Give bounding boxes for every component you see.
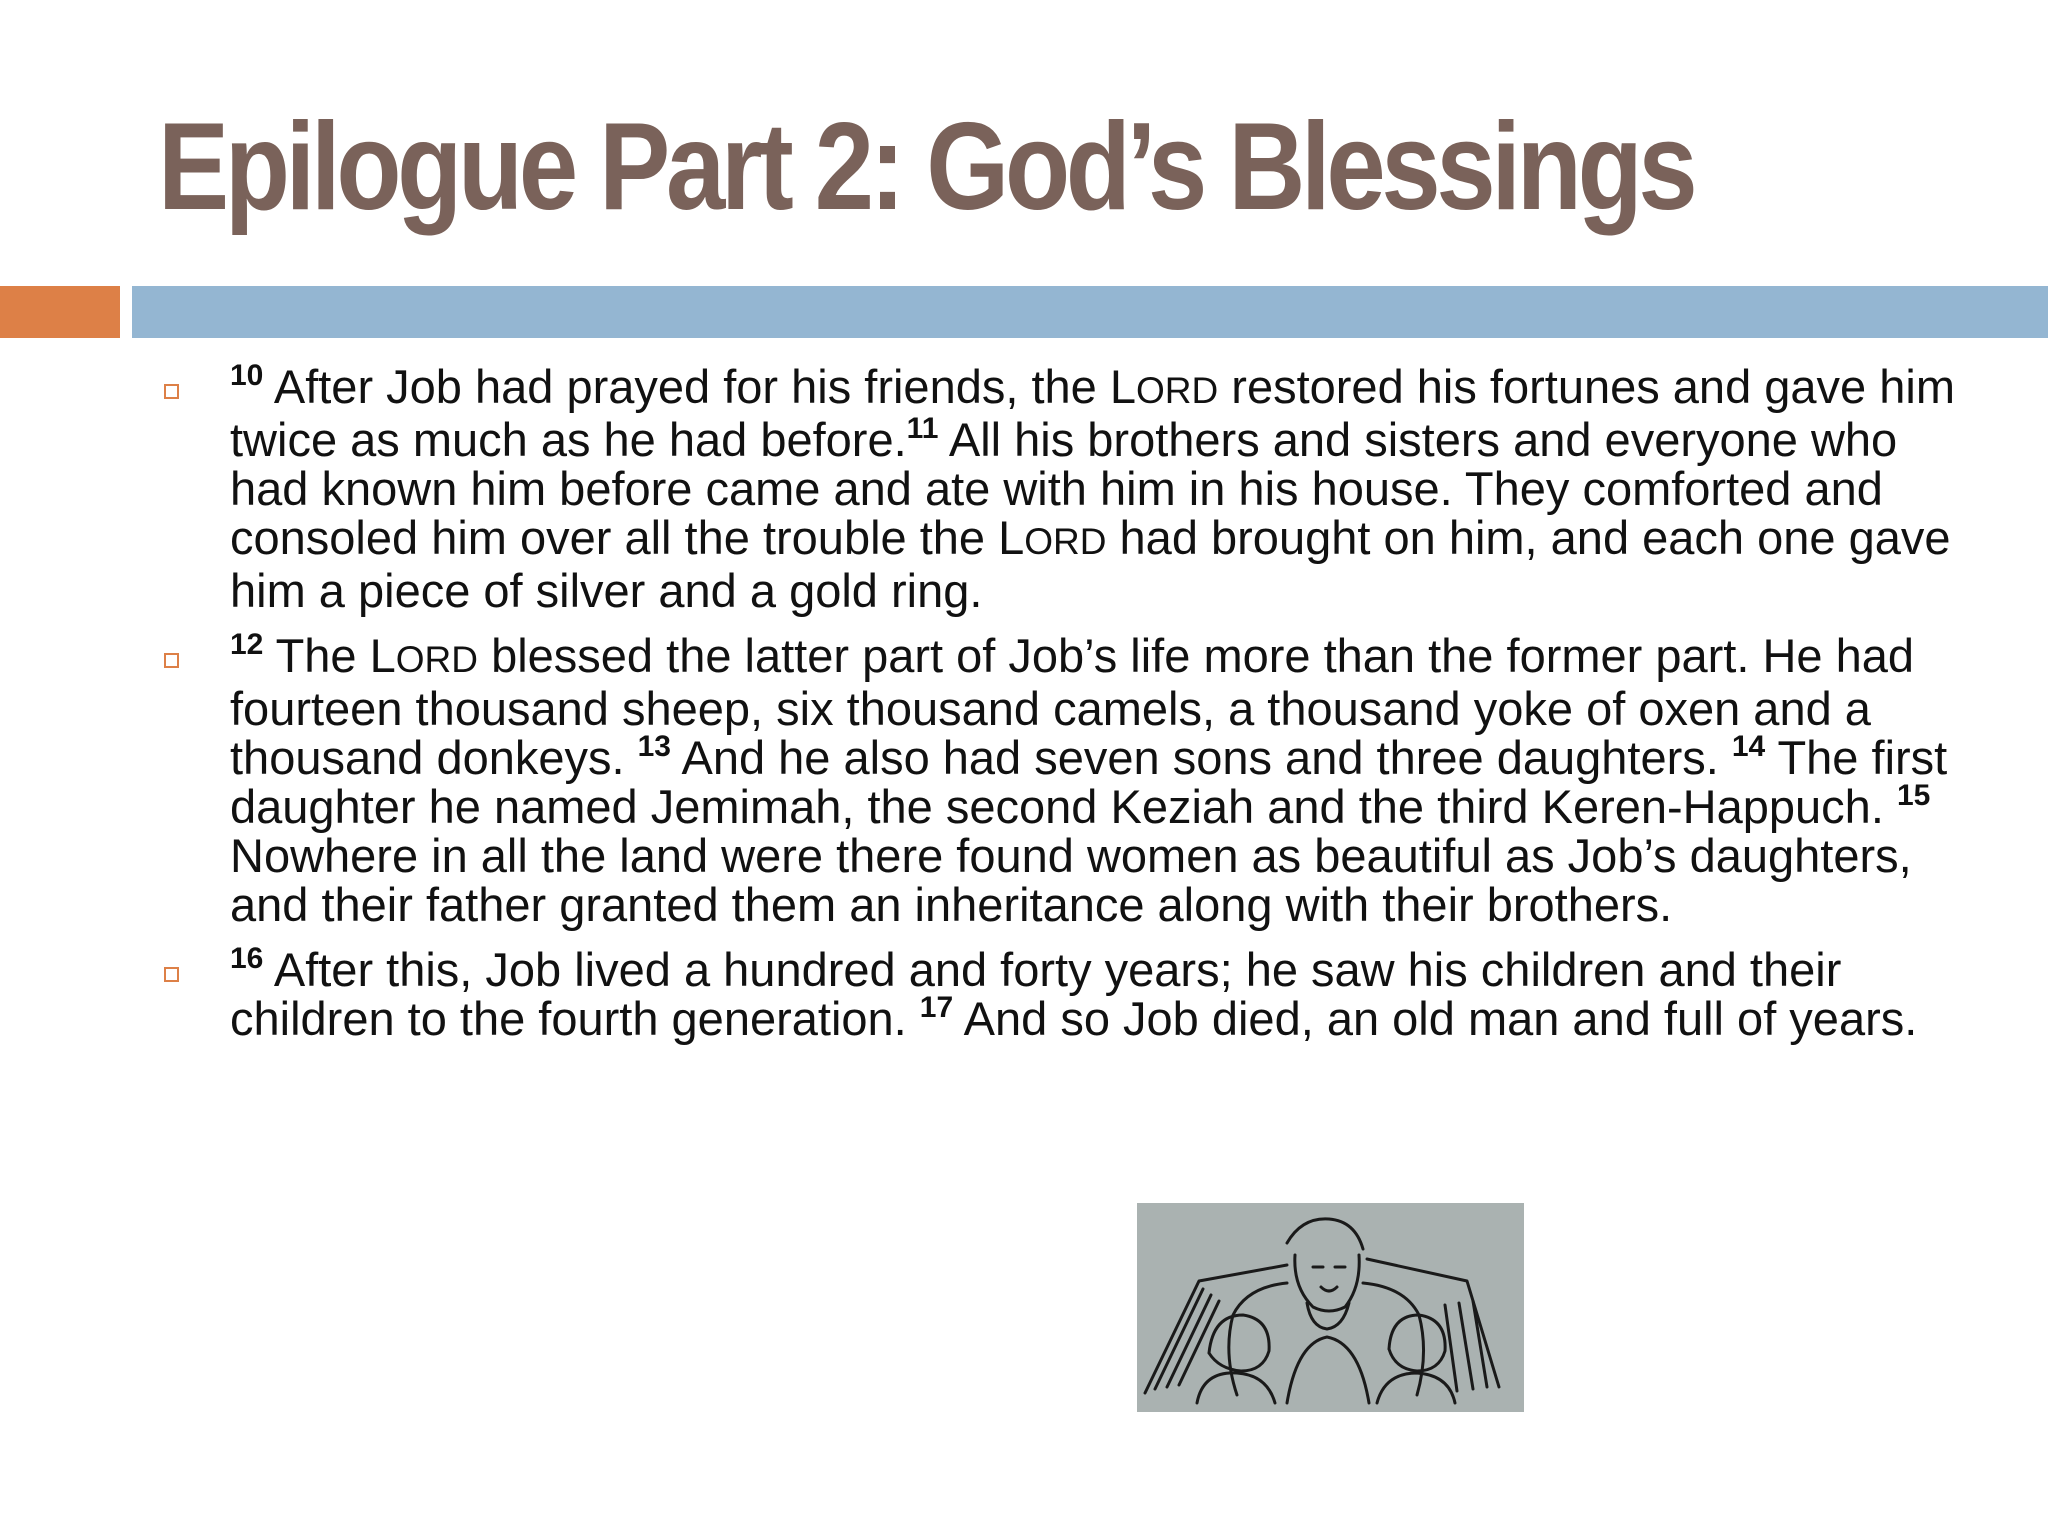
- verse-text: restored his fortunes and gave him twice as much as he had before.: [230, 360, 1955, 466]
- verse-text: And so Job died, an old man and full of years.: [953, 992, 1918, 1045]
- verse-number: 13: [637, 730, 671, 763]
- bullet-text: [230, 629, 1947, 931]
- verse-text: After this, Job lived a hundred and forty years; he saw his children and their children to the fourth generation.: [230, 943, 1842, 1045]
- verse-text: The L: [263, 629, 396, 682]
- verse-text: blessed the latter part of Job’s life more than the former part. He had fourteen thousand sheep, six thousand camels, a thousand yoke of oxen and a thousand donkeys.: [230, 629, 1915, 784]
- verse-text: All his brothers and sisters and everyone who had known him before came and ate with him in his house. They comforted and consoled him over all the trouble the L: [230, 413, 1898, 564]
- verse-text: The first daughter he named Jemimah, the second Keziah and the third Keren-Happuch.: [230, 731, 1948, 833]
- hollow-square-icon: [164, 967, 179, 982]
- bullet-list: [150, 359, 1970, 1059]
- verse-number: 14: [1731, 730, 1766, 763]
- small-caps-text: ORD: [395, 639, 479, 680]
- verse-number: 16: [230, 942, 264, 975]
- small-caps-text: ORD: [1024, 521, 1107, 562]
- bullet-item: [150, 359, 1970, 617]
- slide-title: Epilogue Part 2: God’s Blessings: [158, 98, 1694, 236]
- verse-number: 12: [230, 628, 264, 661]
- verse-text: Nowhere in all the land were there found women as beautiful as Job’s daughters, and their father granted them an inheritance along with their brothers.: [230, 829, 1912, 931]
- bullet-text: [230, 943, 1917, 1045]
- verse-number: 17: [919, 991, 954, 1024]
- bullet-text: [230, 360, 1955, 617]
- small-caps-text: ORD: [1136, 370, 1219, 411]
- verse-number: 15: [1896, 779, 1931, 812]
- verse-number: 10: [230, 359, 264, 392]
- accent-bar-orange: [0, 286, 120, 338]
- bullet-item: [150, 628, 1970, 931]
- verse-text: And he also had seven sons and three daughters.: [671, 731, 1732, 784]
- hollow-square-icon: [164, 384, 179, 399]
- job-with-family-sketch: [1137, 1203, 1524, 1412]
- verse-text: After Job had prayed for his friends, the L: [263, 360, 1136, 413]
- bullet-item: [150, 942, 1970, 1045]
- accent-bar-blue: [132, 286, 2048, 338]
- verse-text: had brought on him, and each one gave him a piece of silver and a gold ring.: [230, 511, 1951, 617]
- hollow-square-icon: [164, 653, 179, 668]
- verse-number: 11: [906, 412, 939, 445]
